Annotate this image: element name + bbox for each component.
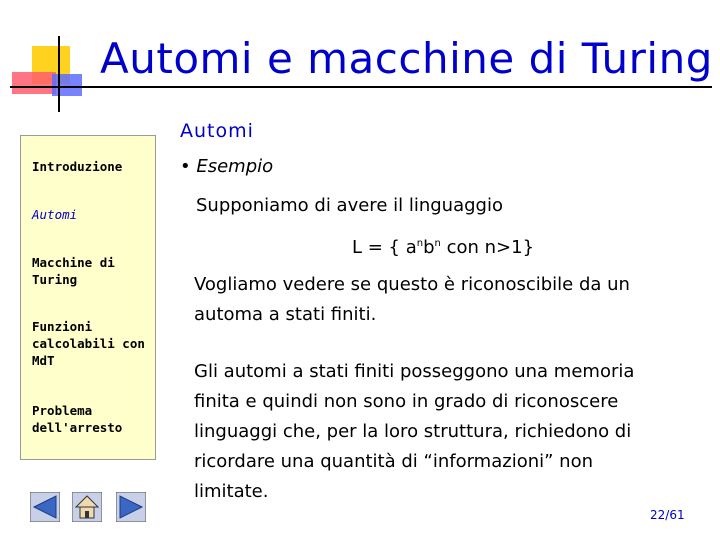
paragraph-line: Gli automi a stati finiti posseggono una memoria: [194, 361, 635, 382]
home-icon: [72, 492, 102, 522]
formula: [352, 229, 534, 263]
sidebar-item-label: Macchine di: [32, 255, 115, 270]
sidebar-item-introduzione[interactable]: [32, 158, 122, 175]
sidebar-item-funzioni-calcolabili[interactable]: [32, 318, 145, 369]
sidebar-item-label: Problema: [32, 403, 93, 418]
formula-prefix: L = { a: [352, 237, 417, 258]
paragraph-explanation: [194, 357, 704, 507]
page-number: 22/61: [650, 508, 685, 522]
sidebar-item-macchine-di-turing[interactable]: [32, 254, 115, 288]
logo-pink-bar: [12, 72, 56, 94]
next-button[interactable]: [116, 492, 146, 522]
sidebar-item-label: Funzioni: [32, 319, 93, 334]
paragraph-question: [194, 270, 694, 330]
previous-arrow-icon: [30, 492, 60, 522]
previous-button[interactable]: [30, 492, 60, 522]
paragraph-line: limitate.: [194, 481, 269, 502]
logo-vertical-line: [58, 36, 60, 112]
title-underline: [10, 86, 712, 88]
sidebar-item-label: dell'arresto: [32, 420, 123, 435]
home-button[interactable]: [72, 492, 102, 522]
next-arrow-icon: [116, 492, 146, 522]
paragraph-line: finita e quindi non sono in grado di riconoscere: [194, 391, 619, 412]
section-heading: Automi: [180, 120, 254, 142]
sidebar-item-automi[interactable]: [32, 206, 77, 223]
slide-title: Automi e macchine di Turing: [100, 34, 713, 83]
paragraph-line: Vogliamo vedere se questo è riconoscibile da un: [194, 274, 630, 295]
paragraph-line: ricordare una quantità di “informazioni” non: [194, 451, 593, 472]
sidebar-item-label: calcolabili con: [32, 336, 145, 351]
bullet-label: Esempio: [196, 156, 274, 177]
formula-b: b: [423, 237, 435, 258]
formula-suffix: con n>1}: [440, 237, 535, 258]
logo-blue-bar: [52, 74, 82, 96]
paragraph-line: automa a stati finiti.: [194, 304, 377, 325]
bullet-item: • Esempio: [180, 156, 274, 177]
formula-exponent-b: n: [434, 238, 441, 249]
sidebar-item-label: Introduzione: [32, 159, 123, 174]
paragraph-intro: Supponiamo di avere il linguaggio: [196, 195, 503, 216]
sidebar-item-label: Automi: [32, 207, 78, 222]
sidebar-item-label: MdT: [32, 353, 55, 368]
sidebar-item-label: Turing: [32, 272, 78, 287]
sidebar-item-problema-arresto[interactable]: [32, 402, 122, 436]
formula-exponent-a: n: [416, 238, 424, 249]
paragraph-line: linguaggi che, per la loro struttura, richiedono di: [194, 421, 632, 442]
